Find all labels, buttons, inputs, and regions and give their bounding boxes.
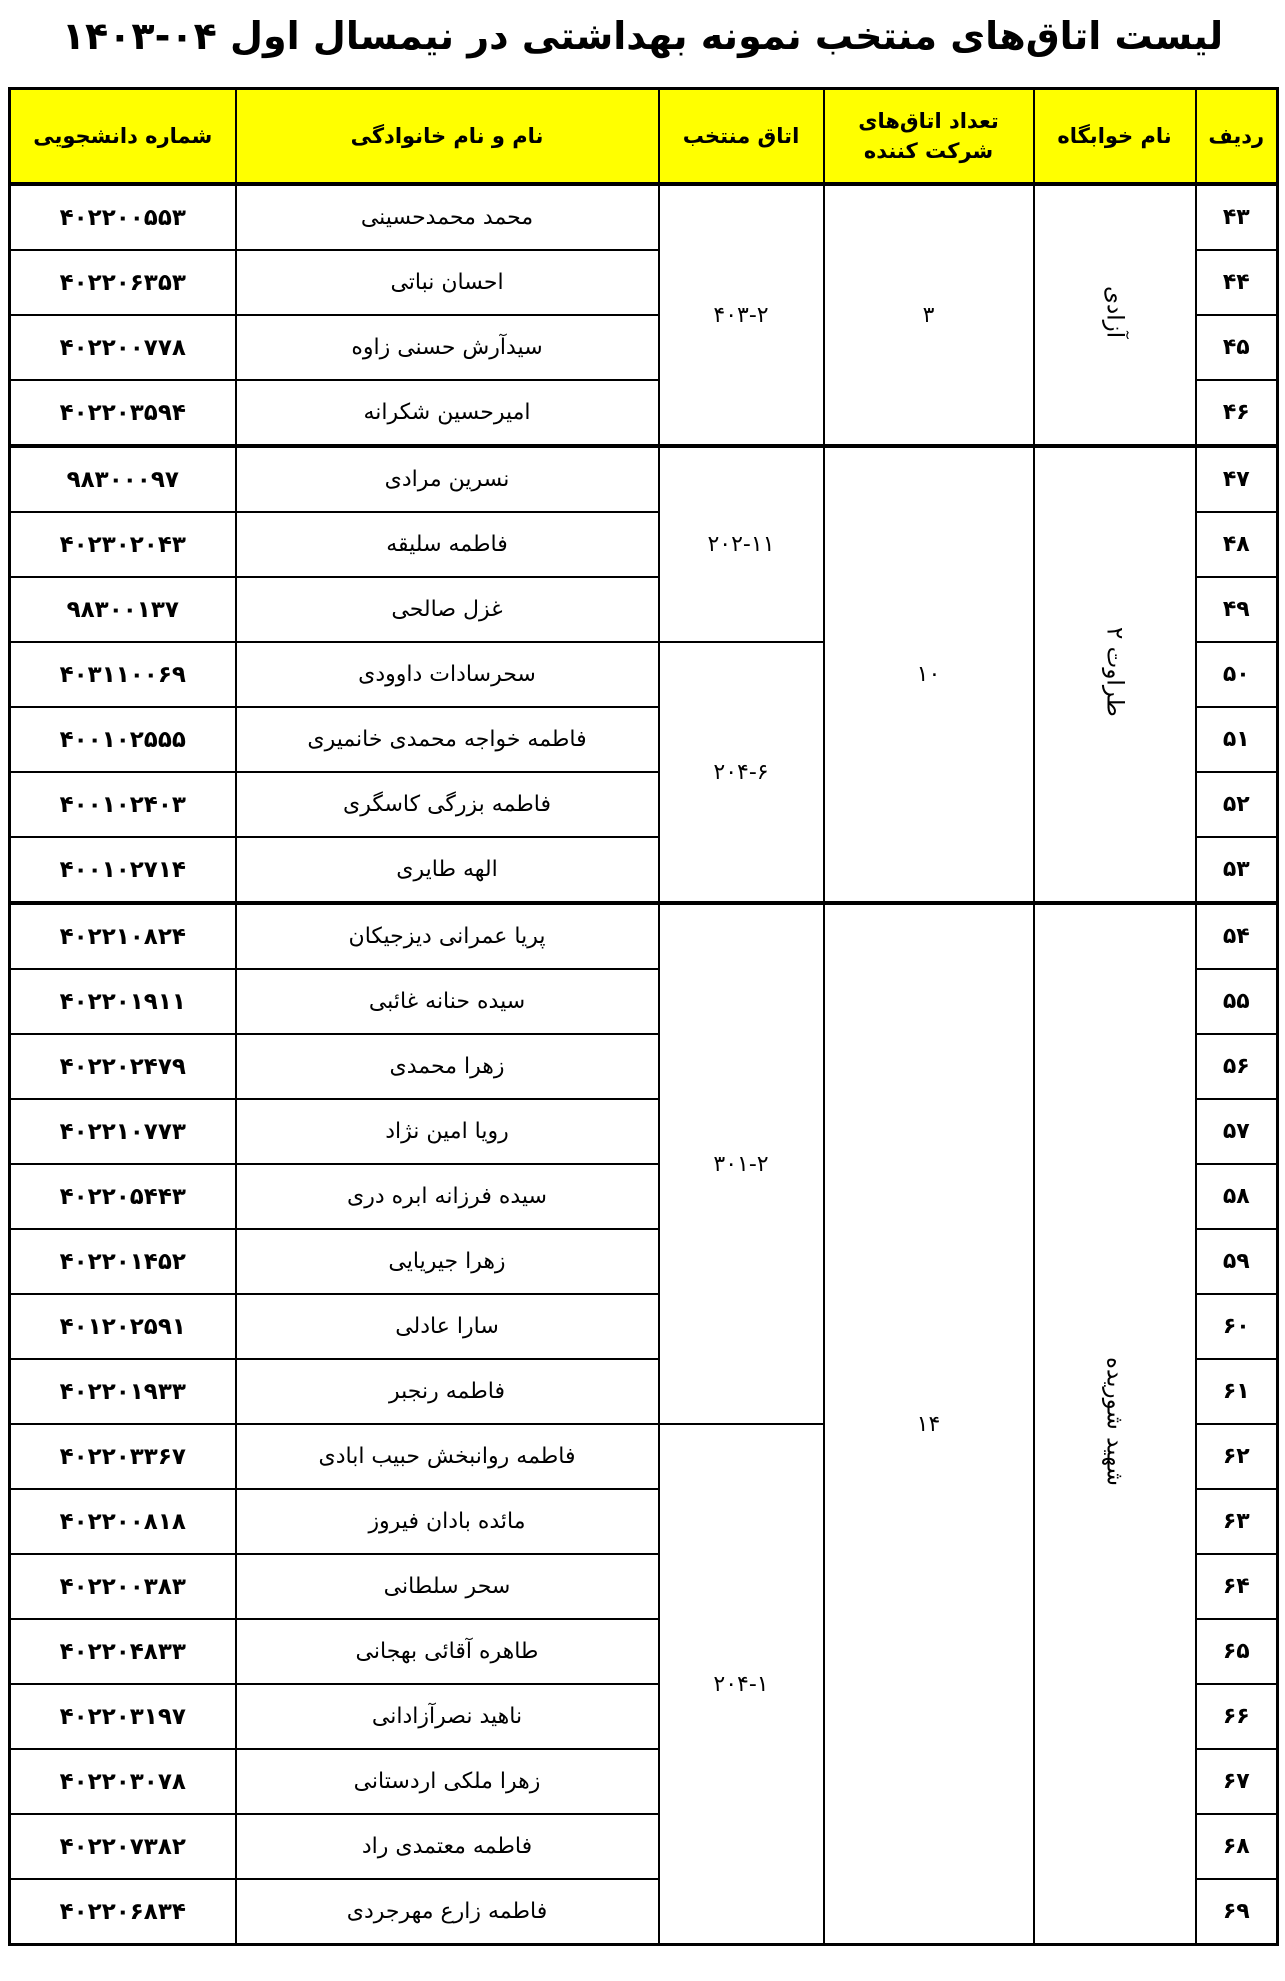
row-number: ۴۳ [1196,184,1278,250]
student-id: ۹۸۳۰۰۰۹۷ [10,446,236,512]
student-name: مائده بادان فیروز [236,1489,659,1554]
student-id: ۴۰۲۲۰۶۳۵۳ [10,250,236,315]
room-cell: ۳۰۱-۲ [659,903,824,1424]
participants-cell: ۱۴ [824,903,1034,1945]
dorm-cell: شهید شوریده [1034,903,1196,1945]
header-row [10,89,1278,185]
row-number: ۵۰ [1196,642,1278,707]
row-number: ۶۸ [1196,1814,1278,1879]
row-number: ۵۸ [1196,1164,1278,1229]
table-row [10,903,1278,969]
table-row [10,446,1278,512]
row-number: ۶۴ [1196,1554,1278,1619]
student-name: احسان نباتی [236,250,659,315]
student-id: ۴۰۲۲۰۳۳۶۷ [10,1424,236,1489]
dorm-cell: طراوت ۲ [1034,446,1196,903]
student-id: ۴۰۲۲۰۳۱۹۷ [10,1684,236,1749]
header-room: اتاق منتخب [659,89,824,185]
student-name: فاطمه سلیقه [236,512,659,577]
student-id: ۴۰۲۲۰۷۳۸۲ [10,1814,236,1879]
header-student-id: شماره دانشجویی [10,89,236,185]
student-id: ۴۰۲۲۰۳۰۷۸ [10,1749,236,1814]
row-number: ۶۱ [1196,1359,1278,1424]
student-name: فاطمه خواجه محمدی خانمیری [236,707,659,772]
student-name: سحر سلطانی [236,1554,659,1619]
student-id: ۴۰۱۲۰۲۵۹۱ [10,1294,236,1359]
row-number: ۶۰ [1196,1294,1278,1359]
student-id: ۴۰۰۱۰۲۴۰۳ [10,772,236,837]
row-number: ۶۷ [1196,1749,1278,1814]
row-number: ۴۹ [1196,577,1278,642]
student-name: سیده فرزانه ابره دری [236,1164,659,1229]
row-number: ۶۲ [1196,1424,1278,1489]
student-id: ۴۰۰۱۰۲۵۵۵ [10,707,236,772]
student-name: سیدآرش حسنی زاوه [236,315,659,380]
student-name: الهه طایری [236,837,659,903]
student-id: ۴۰۲۲۰۲۴۷۹ [10,1034,236,1099]
student-id: ۴۰۲۲۱۰۷۷۳ [10,1099,236,1164]
student-name: محمد محمدحسینی [236,184,659,250]
student-name: زهرا جیریایی [236,1229,659,1294]
row-number: ۵۷ [1196,1099,1278,1164]
room-cell: ۲۰۴-۱ [659,1424,824,1945]
row-number: ۵۴ [1196,903,1278,969]
row-number: ۵۵ [1196,969,1278,1034]
header-name: نام و نام خانوادگی [236,89,659,185]
student-name: سحرسادات داوودی [236,642,659,707]
room-cell: ۲۰۲-۱۱ [659,446,824,642]
row-number: ۶۹ [1196,1879,1278,1945]
header-participants: تعداد اتاق‌های شرکت کننده [824,89,1034,185]
student-name: زهرا ملکی اردستانی [236,1749,659,1814]
student-id: ۴۰۰۱۰۲۷۱۴ [10,837,236,903]
row-number: ۶۵ [1196,1619,1278,1684]
student-id: ۴۰۲۲۱۰۸۲۴ [10,903,236,969]
row-number: ۴۸ [1196,512,1278,577]
room-cell: ۴۰۳-۲ [659,184,824,446]
student-id: ۴۰۲۲۰۴۸۳۳ [10,1619,236,1684]
row-number: ۴۵ [1196,315,1278,380]
row-number: ۵۲ [1196,772,1278,837]
student-id: ۴۰۲۲۰۰۳۸۳ [10,1554,236,1619]
student-name: فاطمه روانبخش حبیب ابادی [236,1424,659,1489]
student-id: ۴۰۲۲۰۰۵۵۳ [10,184,236,250]
dorm-cell: آزادی [1034,184,1196,446]
row-number: ۶۳ [1196,1489,1278,1554]
student-name: امیرحسین شکرانه [236,380,659,446]
student-name: فاطمه رنجبر [236,1359,659,1424]
student-id: ۴۰۲۲۰۶۸۳۴ [10,1879,236,1945]
row-number: ۵۹ [1196,1229,1278,1294]
student-name: ناهید نصرآزادانی [236,1684,659,1749]
student-name: غزل صالحی [236,577,659,642]
page-title: لیست اتاق‌های منتخب نمونه بهداشتی در نیمسال اول ۰۴-۱۴۰۳ [61,14,1224,58]
student-id: ۴۰۲۲۰۰۸۱۸ [10,1489,236,1554]
student-id: ۴۰۲۲۰۰۷۷۸ [10,315,236,380]
row-number: ۵۶ [1196,1034,1278,1099]
student-id: ۴۰۲۲۰۱۹۳۳ [10,1359,236,1424]
row-number: ۴۷ [1196,446,1278,512]
row-number: ۴۴ [1196,250,1278,315]
student-name: نسرین مرادی [236,446,659,512]
student-name: زهرا محمدی [236,1034,659,1099]
student-id: ۴۰۲۲۰۱۹۱۱ [10,969,236,1034]
header-dorm: نام خوابگاه [1034,89,1196,185]
student-id: ۴۰۲۲۰۱۴۵۲ [10,1229,236,1294]
row-number: ۴۶ [1196,380,1278,446]
row-number: ۶۶ [1196,1684,1278,1749]
row-number: ۵۳ [1196,837,1278,903]
student-id: ۴۰۲۲۰۳۵۹۴ [10,380,236,446]
student-name: فاطمه بزرگی کاسگری [236,772,659,837]
row-number: ۵۱ [1196,707,1278,772]
rooms-table [8,87,1279,1946]
student-name: فاطمه زارع مهرجردی [236,1879,659,1945]
student-name: سارا عادلی [236,1294,659,1359]
room-cell: ۲۰۴-۶ [659,642,824,903]
participants-cell: ۳ [824,184,1034,446]
student-id: ۴۰۲۳۰۲۰۴۳ [10,512,236,577]
student-id: ۴۰۲۲۰۵۴۴۳ [10,1164,236,1229]
student-name: پریا عمرانی دیزجیکان [236,903,659,969]
student-name: فاطمه معتمدی راد [236,1814,659,1879]
student-name: رویا امین نژاد [236,1099,659,1164]
student-name: طاهره آقائی بهجانی [236,1619,659,1684]
table-row [10,184,1278,250]
student-name: سیده حنانه غائبی [236,969,659,1034]
student-id: ۴۰۳۱۱۰۰۶۹ [10,642,236,707]
student-id: ۹۸۳۰۰۱۳۷ [10,577,236,642]
header-row-no: ردیف [1196,89,1278,185]
participants-cell: ۱۰ [824,446,1034,903]
